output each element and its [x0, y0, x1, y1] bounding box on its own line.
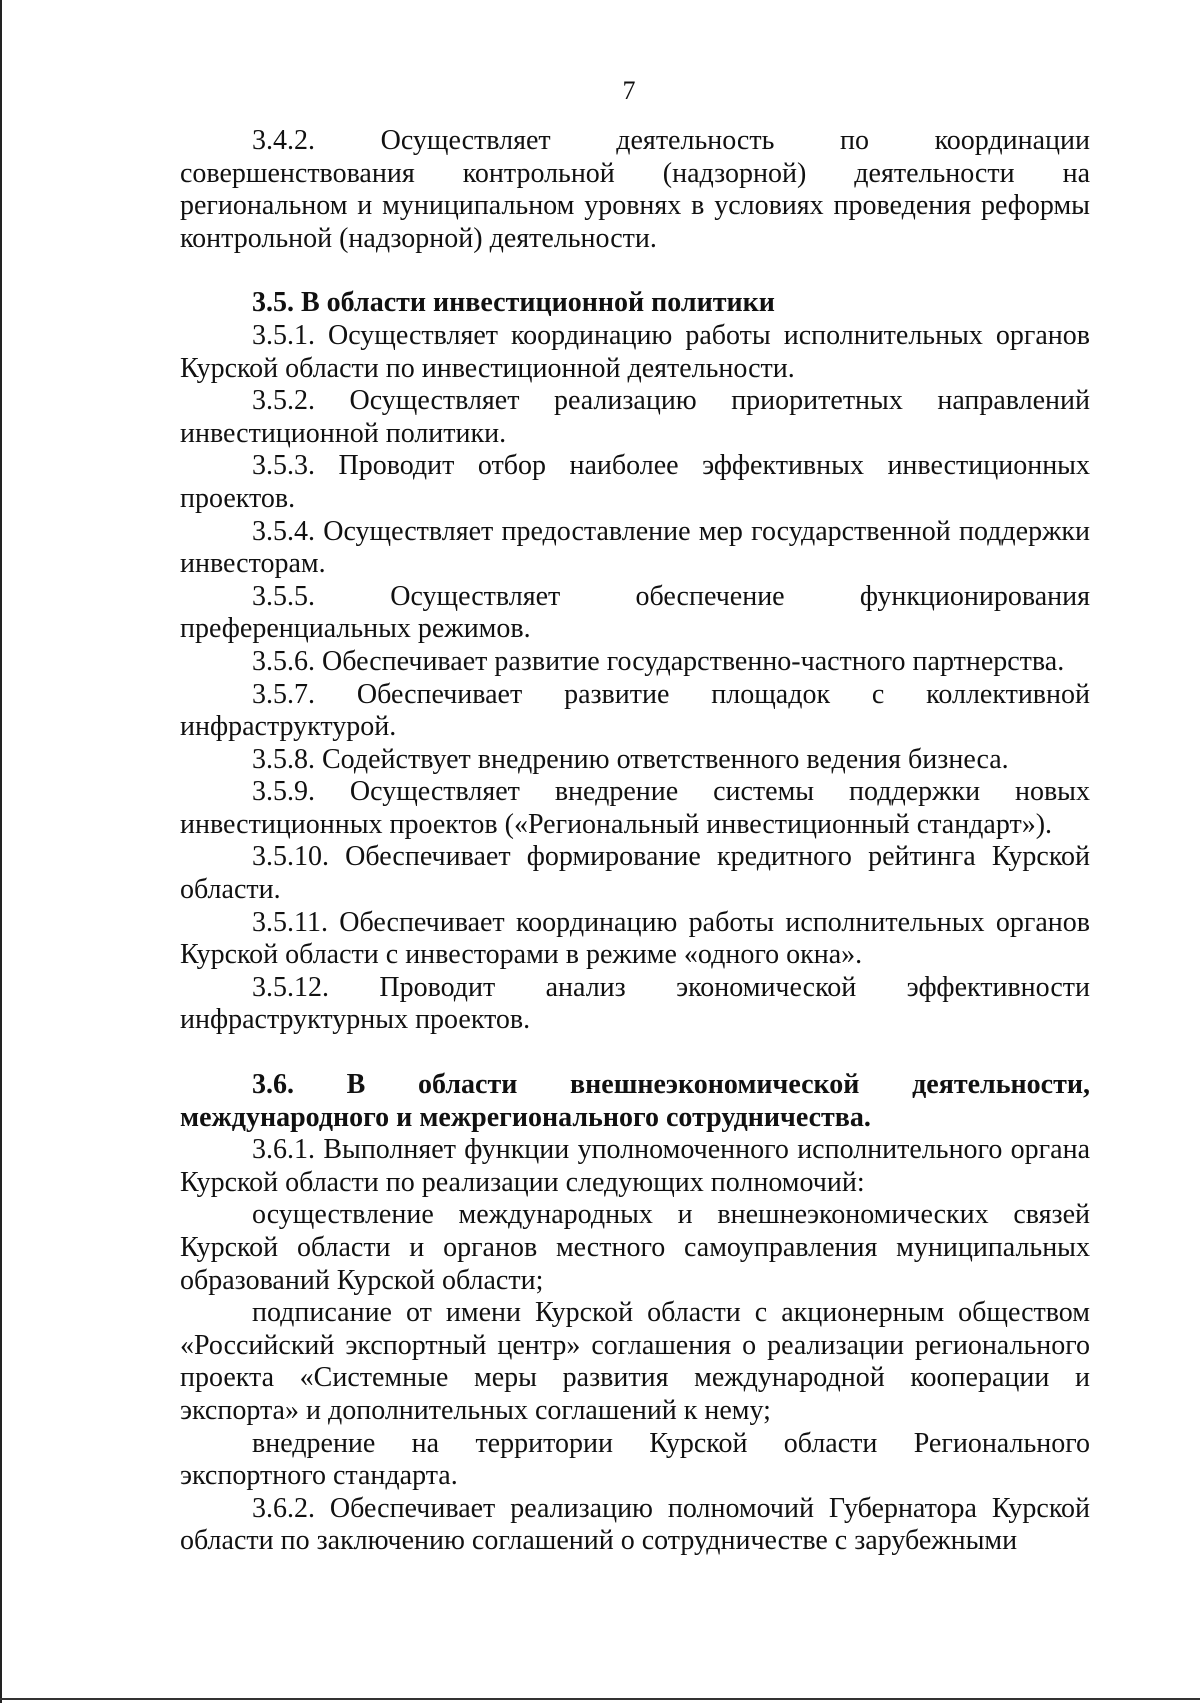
paragraph-3-6-1-item-3: внедрение на территории Курской области Регионального экспортного стандарта.	[180, 1427, 1090, 1492]
paragraph-3-5-8: 3.5.8. Содействует внедрению ответственного ведения бизнеса.	[252, 743, 1009, 775]
scan-edge-bottom	[0, 1698, 1200, 1700]
paragraph-3-5-12: 3.5.12. Проводит анализ экономической эффективности инфраструктурных проектов.	[180, 971, 1090, 1036]
paragraph-3-6-1: 3.6.1. Выполняет функции уполномоченного исполнительного органа Курской области по реализации следующих полномочий:	[180, 1134, 1090, 1198]
scan-edge-left	[0, 0, 2, 1703]
document-body	[180, 125, 1090, 1558]
page-number: 7	[622, 76, 636, 105]
paragraph-3-6-2: 3.6.2. Обеспечивает реализацию полномочий Губернатора Курской области по заключению соглашений о сотрудничестве с зарубежными	[180, 1492, 1090, 1557]
paragraph-3-5-6: 3.5.6. Обеспечивает развитие государственно-частного партнерства.	[252, 645, 1065, 677]
paragraph-3-5-1: 3.5.1. Осуществляет координацию работы исполнительных органов Курской области по инвестиционной деятельности.	[180, 319, 1090, 384]
paragraph-3-6-1-item-1: осуществление международных и внешнеэкономических связей Курской области и органов местного самоуправления муниципальных образований Курской области;	[180, 1199, 1090, 1296]
paragraph-3-5-7: 3.5.7. Обеспечивает развитие площадок с коллективной инфраструктурой.	[180, 678, 1090, 743]
section-heading-3-5: 3.5. В области инвестиционной политики	[252, 287, 775, 319]
paragraph-3-5-3: 3.5.3. Проводит отбор наиболее эффективных инвестиционных проектов.	[180, 450, 1090, 514]
paragraph-3-4-2: 3.4.2. Осуществляет деятельность по координации совершенствования контрольной (надзорной) деятельности на региональном и муниципальном уровнях в условиях проведения реформы контрольной (надзорной) деятельности.	[180, 125, 1090, 254]
paragraph-3-5-5: 3.5.5. Осуществляет обеспечение функционирования преференциальных режимов.	[180, 580, 1090, 645]
paragraph-3-5-11: 3.5.11. Обеспечивает координацию работы исполнительных органов Курской области с инвесторами в режиме «одного окна».	[180, 906, 1090, 971]
paragraph-3-5-9: 3.5.9. Осуществляет внедрение системы поддержки новых инвестиционных проектов («Региональный инвестиционный стандарт»).	[180, 776, 1090, 840]
section-heading-3-6: 3.6. В области внешнеэкономической деятельности, международного и межрегионального сотрудничества.	[180, 1069, 1090, 1133]
paragraph-3-5-4: 3.5.4. Осуществляет предоставление мер государственной поддержки инвесторам.	[180, 515, 1090, 580]
paragraph-3-5-2: 3.5.2. Осуществляет реализацию приоритетных направлений инвестиционной политики.	[180, 385, 1090, 449]
paragraph-3-6-1-item-2: подписание от имени Курской области с акционерным обществом «Российский экспортный центр» соглашения о реализации регионального проекта «Системные меры развития международной кооперации и экспорта» и дополнительных соглашений к нему;	[180, 1297, 1090, 1426]
paragraph-3-5-10: 3.5.10. Обеспечивает формирование кредитного рейтинга Курской области.	[180, 841, 1090, 906]
